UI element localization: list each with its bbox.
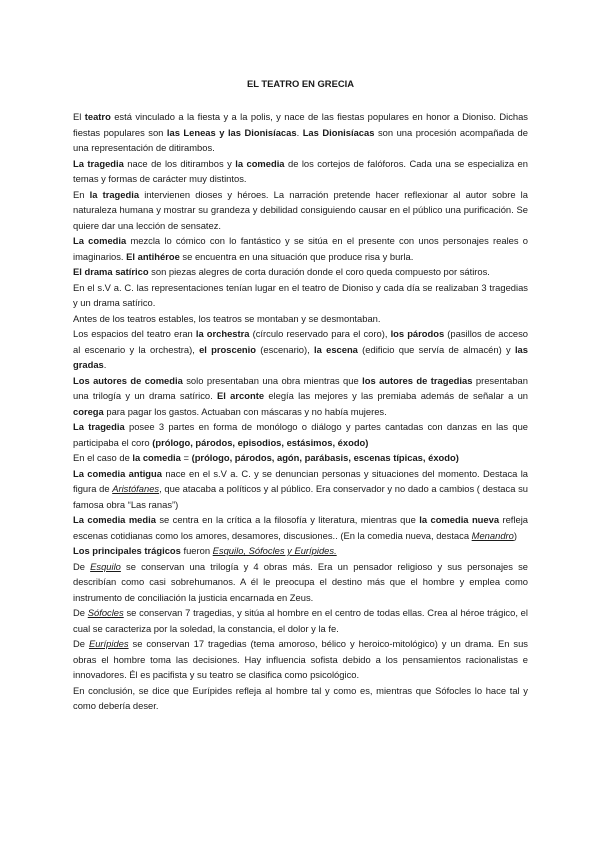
paragraph — [73, 233, 528, 264]
bold-term: teatro — [84, 111, 111, 122]
text-run: En el caso de — [73, 452, 133, 463]
bold-term: las gradas — [73, 343, 528, 370]
paragraph — [73, 156, 528, 187]
bold-term: La comedia — [73, 235, 127, 246]
bold-term: el proscenio — [199, 343, 256, 355]
text-run: está vinculado a la fiesta y a la polis, y nace de las fiestas populares en honor a Dioniso. Dichas fiestas populares son — [73, 111, 528, 138]
author-name: Aristófanes — [112, 483, 160, 494]
text-run: nace de los ditirambos y — [123, 157, 236, 169]
text-run: (edificio que servía de almacén) y — [357, 343, 515, 355]
bold-term: la comedia — [235, 157, 285, 169]
text-run: (círculo reservado para el coro), — [249, 328, 391, 339]
bold-term: La tragedia — [73, 421, 125, 432]
bold-term: Los principales trágicos — [73, 545, 181, 556]
text-run: refleja escenas cotidianas como los amores, desamores, discusiones.. (En la comedia nueva, destaca — [73, 514, 529, 541]
text-run: son una procesión acompañada de una representación de ditirambos. — [73, 126, 528, 153]
bold-term: La comedia media — [73, 514, 156, 525]
text-run: se conservan 7 tragedias, y sitúa al hombre en el centro de todas ellas. Crea al héroe trágico, el cual se caracteriza por la soledad, la constancia, el dolor y la fe. — [73, 607, 528, 634]
text-run: En — [73, 188, 90, 200]
text-run: En conclusión, se dice que Eurípides refleja al hombre tal y como es, mientras que Sófocles lo hace tal y como debería deser. — [73, 684, 528, 711]
text-run: fueron — [180, 545, 213, 556]
bold-term: La comedia antigua — [73, 467, 162, 479]
bold-term: los párodos — [390, 328, 445, 339]
text-run: (pasillos de acceso al escenario y la orchestra), — [73, 328, 529, 355]
paragraph — [73, 109, 528, 156]
paragraph — [73, 280, 528, 311]
text-run: intervienen dioses y héroes. La narración pretende hacer reflexionar al autor sobre la naturaleza humana y mostrar su grandeza y debilidad consiguiendo causar en el público una purificación. Se quiere dar una lección de sensatez. — [73, 188, 528, 231]
bold-term: El arconte — [217, 390, 265, 401]
paragraph — [73, 419, 528, 450]
text-run: . — [103, 359, 107, 370]
text-run: (escenario), — [255, 343, 315, 355]
author-name: Esquilo, Sófocles y Eurípides. — [212, 545, 337, 556]
paragraph — [73, 466, 528, 513]
paragraph — [73, 559, 528, 606]
text-run: De — [73, 607, 88, 618]
text-run: se centra en la crítica a la filosofía y literatura, mientras que — [155, 514, 420, 525]
author-name: Menandro — [471, 529, 514, 541]
paragraph — [73, 450, 528, 466]
author-name: Esquilo — [90, 560, 121, 572]
bold-term: El antihéroe — [126, 250, 180, 262]
text-run: se encuentra en una situación que produce risa y burla. — [179, 250, 414, 262]
text-run: son piezas alegres de corta duración donde el coro queda compuesto por sátiros. — [148, 266, 490, 277]
paragraph — [73, 187, 528, 234]
text-run: mezcla lo cómico con lo fantástico y se sitúa en el presente con unos personajes reales o imaginarios. — [73, 235, 528, 262]
text-run: se conservan una trilogía y 4 obras más. Era un pensador religioso y sus personajes se describían como casi sobrehumanos. A él le preocupa el destino más que el hombre y emplea como instrumento de conciliación la justicia encarnada en Zeus. — [73, 560, 528, 603]
bold-term: corega — [73, 405, 104, 417]
text-run: posee 3 partes en forma de monólogo o diálogo y partes cantadas con danzas en las que participaba el coro — [73, 421, 529, 448]
text-run: . — [296, 126, 303, 138]
text-run: solo presentaban una obra mientras que — [182, 374, 363, 386]
bold-term: Las Dionisíacas — [302, 126, 375, 138]
paragraph — [73, 605, 528, 636]
text-run: El — [73, 111, 85, 122]
paragraph — [73, 264, 528, 280]
author-name: Sófocles — [87, 607, 124, 618]
text-run: se conservan 17 tragedias (tema amoroso, bélico y heroico-mitológico) y un drama. En sus obras el hombre toma las decisiones. Hay influencia sofista debido a los pensamientos racionalistas e innovadores. Él es pacifista y su teatro se clasifica como psicológico. — [73, 638, 528, 680]
author-name: Eurípides — [88, 638, 129, 649]
document-body — [73, 109, 528, 714]
bold-term: El drama satírico — [73, 266, 149, 277]
paragraph — [73, 326, 528, 373]
paragraph — [73, 636, 528, 683]
text-run: elegía las mejores y las premiaba además de señalar a un — [264, 390, 529, 401]
bold-term: Los autores de comedia — [73, 374, 183, 386]
bold-term: La tragedia — [73, 157, 124, 169]
bold-term: (prólogo, párodos, episodios, estásimos, éxodo) — [152, 436, 369, 448]
bold-term: la comedia — [132, 452, 181, 463]
paragraph — [73, 512, 528, 543]
paragraph — [73, 373, 528, 420]
bold-term: las Leneas y las Dionisíacas — [166, 126, 297, 138]
text-run: De — [73, 638, 89, 649]
document-title: EL TEATRO EN GRECIA — [247, 78, 354, 89]
text-run: Antes de los teatros estables, los teatros se montaban y se desmontaban. — [73, 312, 381, 324]
text-run: presentaban una trilogía y un drama satírico. — [73, 374, 528, 401]
text-run: , que atacaba a políticos y al público. Era conservador y no dado a cambios ( destaca su famosa obra “Las ranas”) — [73, 483, 528, 510]
text-run: Los espacios del teatro eran — [73, 328, 196, 339]
text-run: ) — [513, 529, 517, 541]
paragraph — [73, 683, 528, 714]
text-run: En el s.V a. C. las representaciones tenían lugar en el teatro de Dioniso y cada día se realizaban 3 tragedias y un drama satírico. — [73, 281, 528, 308]
bold-term: (prólogo, párodos, agón, parábasis, escenas típicas, éxodo) — [191, 452, 459, 463]
bold-term: la tragedia — [89, 188, 140, 200]
text-run: De — [73, 560, 91, 572]
bold-term: la orchestra — [195, 328, 250, 339]
text-run: para pagar los gastos. Actuaban con máscaras y no había mujeres. — [103, 405, 387, 417]
text-run: nace en el s.V a. C. y se denuncian personas y situaciones del momento. Destaca la figura de — [73, 467, 528, 494]
paragraph — [73, 311, 528, 327]
paragraph — [73, 543, 528, 559]
bold-term: la comedia nueva — [419, 514, 500, 525]
bold-term: la escena — [314, 343, 358, 355]
bold-term: los autores de tragedias — [362, 374, 473, 386]
text-run: = — [180, 452, 192, 463]
text-run: de los cortejos de falóforos. Cada una se especializa en temas y formas de carácter muy distintos. — [73, 157, 528, 184]
